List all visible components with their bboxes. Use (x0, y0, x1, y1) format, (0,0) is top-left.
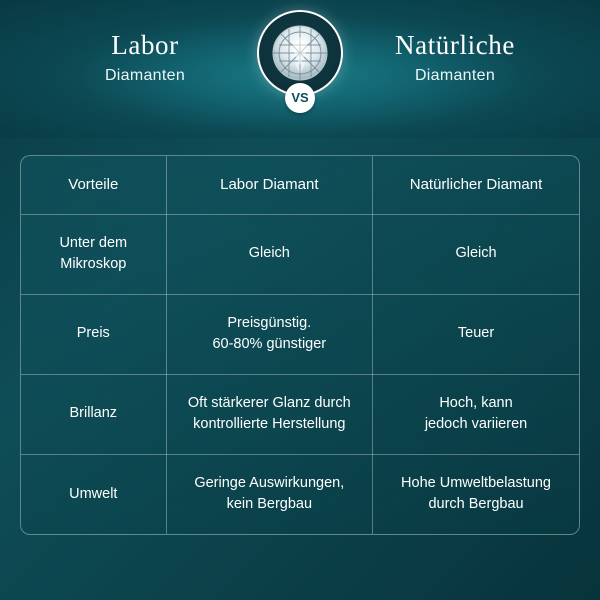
table-row (21, 214, 579, 294)
row-natural-value (373, 454, 579, 534)
text-line: kein Bergbau (226, 496, 313, 513)
text-line: Teuer (457, 325, 495, 342)
table-row (21, 374, 579, 454)
vs-badge: VS (285, 83, 315, 113)
text-line: Hoch, kann (439, 394, 513, 411)
header-banner (0, 0, 600, 138)
table-header-row (21, 156, 579, 214)
column-header-natural: Natürlicher Diamant (373, 156, 579, 214)
text-line: Gleich (248, 245, 290, 262)
row-natural-value (373, 374, 579, 454)
row-feature-label (21, 454, 166, 534)
text-line: Geringe Auswirkungen, (194, 475, 345, 492)
text-line: Mikroskop (60, 256, 127, 272)
lab-diamond-title: Labor (111, 30, 179, 60)
natural-diamond-title: Natürliche (395, 30, 515, 60)
text-line: Oft stärkerer Glanz durch (187, 394, 351, 411)
row-feature-label (21, 294, 166, 374)
table-row (21, 454, 579, 534)
text-line: 60-80% günstiger (212, 336, 327, 352)
row-feature-label (21, 214, 166, 294)
center-badge (252, 10, 348, 113)
row-natural-value (373, 294, 579, 374)
text-line: Unter dem (59, 234, 128, 251)
text-line: durch Bergbau (428, 496, 524, 513)
header-left-label (30, 22, 260, 85)
column-header-feature: Vorteile (21, 156, 166, 214)
text-line: Gleich (455, 245, 497, 262)
comparison-table (20, 155, 580, 535)
header-right-label (340, 22, 570, 85)
table-row (21, 294, 579, 374)
row-lab-value (166, 374, 372, 454)
text-line: Preisgünstig. (227, 314, 312, 331)
row-lab-value (166, 454, 372, 534)
row-feature-label (21, 374, 166, 454)
text-line: Brillanz (69, 405, 118, 422)
row-natural-value (373, 214, 579, 294)
row-lab-value (166, 214, 372, 294)
text-line: Hohe Umweltbelastung (401, 475, 551, 492)
row-lab-value (166, 294, 372, 374)
lab-diamond-subtitle: Diamanten (104, 67, 186, 85)
text-line: kontrollierte Herstellung (193, 416, 346, 432)
text-line: Umwelt (69, 485, 118, 502)
column-header-lab: Labor Diamant (166, 156, 372, 214)
text-line: Preis (76, 325, 110, 342)
text-line: jedoch variieren (424, 416, 528, 432)
natural-diamond-subtitle: Diamanten (414, 67, 496, 85)
